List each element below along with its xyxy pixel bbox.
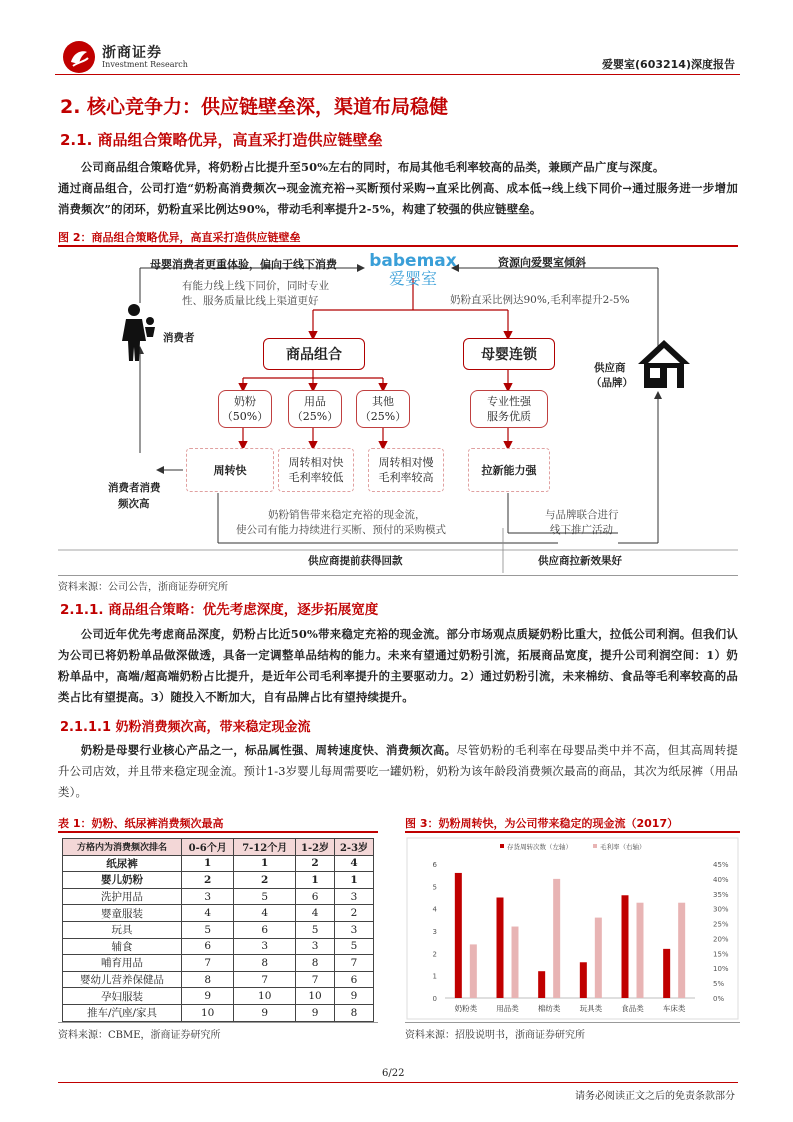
paragraph-2-text: 公司近年优先考虑商品深度，奶粉占比近50%带来稳定充裕的现金流。部分市场观点质疑奶粉比重大，拉低公司利润。但我们认为公司已将奶粉单品做深做透，具备一定调整单品结构的能力。未来有望通过奶粉引流，拓展商品宽度，提升公司利润空间：1）奶粉单品中，高端/超高端奶粉占比提升，是近年公司毛利率提升的主要驱动力。2）通过奶粉引流，未来棉纺、食品等毛利率较高的品类占比有望提高。3）随投入不断加大，自有品牌占比有望持续提升。 — [58, 627, 738, 704]
house-icon — [636, 338, 692, 390]
bottom-note-left-1: 奶粉销售带来稳定充裕的现金流， — [268, 509, 426, 521]
bar-gross-margin — [512, 927, 519, 998]
x-tick-label: 棉纺类 — [537, 1004, 561, 1013]
footer-rule — [58, 1082, 738, 1083]
table-header-cell: 1-2岁 — [296, 839, 335, 856]
y-left-tick-label: 0 — [432, 995, 437, 1003]
x-tick-label: 食品类 — [621, 1004, 644, 1013]
left-side-label-1: 消费者消费 — [108, 482, 161, 494]
table-row — [63, 955, 374, 972]
y-left-tick-label: 2 — [432, 950, 437, 959]
figure3-title: 图 3：奶粉周转快，为公司带来稳定的现金流（2017） — [405, 817, 679, 830]
legend-label-margin: 毛利率（右轴） — [600, 843, 646, 851]
table-cell: 3 — [335, 921, 374, 938]
table-header-cell: 0-6个月 — [182, 839, 234, 856]
logo-cn: 浙商证券 — [102, 45, 162, 61]
sub-other: 其他 （25%） — [356, 390, 410, 428]
y-right-tick-label: 15% — [713, 950, 729, 959]
bottom-left-label: 供应商提前获得回款 — [308, 555, 403, 567]
table-cell: 4 — [335, 855, 374, 872]
table-row-label: 哺育用品 — [63, 955, 182, 972]
bottom-note-right-2: 线下推广活动 — [550, 524, 613, 536]
legend-label-turnover: 存货周转次数（左轴） — [507, 843, 572, 851]
x-tick-label: 车床类 — [662, 1004, 686, 1013]
table-cell: 6 — [335, 971, 374, 988]
dash-fast-low: 周转相对快 毛利率较低 — [278, 448, 354, 492]
y-right-tick-label: 5% — [713, 980, 725, 989]
y-right-tick-label: 20% — [713, 935, 729, 944]
table-cell: 4 — [182, 905, 234, 922]
table-row-label: 纸尿裤 — [63, 855, 182, 872]
subsection-heading: 2.1. 商品组合策略优异，高直采打造供应链壁垒 — [60, 131, 383, 149]
table-cell: 2 — [335, 905, 374, 922]
table-cell: 9 — [182, 988, 234, 1005]
supplier-label: 供应商 — [594, 362, 626, 374]
table-row — [63, 872, 374, 889]
bar-turnover — [455, 873, 462, 998]
bar-gross-margin — [595, 918, 602, 998]
table-row-label: 推车/汽座/家具 — [63, 1004, 182, 1021]
table-row-label: 玩具 — [63, 921, 182, 938]
y-right-tick-label: 0% — [713, 995, 725, 1003]
figure2-source-rule — [58, 575, 738, 576]
subsubsubsection-heading: 2.1.1.1 奶粉消费频次高，带来稳定现金流 — [60, 720, 311, 735]
diagram-top-right: 资源向爱婴室倾斜 — [498, 256, 586, 269]
table-cell: 1 — [182, 855, 234, 872]
subsubsection-heading: 2.1.1. 商品组合策略：优先考虑深度，逐步拓展宽度 — [60, 602, 379, 618]
table-cell: 6 — [296, 888, 335, 905]
bottom-right-label: 供应商拉新效果好 — [538, 555, 622, 567]
figure2-title-rule — [58, 245, 738, 247]
table-row-label: 洗护用品 — [63, 888, 182, 905]
consumption-frequency-table — [62, 838, 374, 1022]
table-cell: 5 — [335, 938, 374, 955]
table-cell: 9 — [234, 1004, 296, 1021]
table-row-label: 孕妇服装 — [63, 988, 182, 1005]
logo-en: Investment Research — [102, 60, 188, 69]
table-cell: 8 — [296, 955, 335, 972]
table1-title-rule — [58, 831, 378, 833]
footer-disclaimer: 请务必阅读正文之后的免责条款部分 — [575, 1091, 735, 1102]
table-cell: 3 — [335, 888, 374, 905]
table-cell: 6 — [182, 938, 234, 955]
table-row — [63, 855, 374, 872]
brand-logo-cn: 爱婴室 — [388, 269, 437, 288]
table-cell: 3 — [234, 938, 296, 955]
table-cell: 7 — [335, 955, 374, 972]
figure2-title: 图 2：商品组合策略优异，高直采打造供应链壁垒 — [58, 231, 301, 244]
table-cell: 2 — [182, 872, 234, 889]
table-cell: 3 — [296, 938, 335, 955]
table-header-row — [63, 839, 374, 856]
y-right-tick-label: 25% — [713, 920, 729, 929]
table1-source: 资料来源：CBME，浙商证券研究所 — [58, 1030, 221, 1041]
paragraph-1 — [58, 157, 738, 220]
bottom-note-left-2: 使公司有能力持续进行买断、预付的采购模式 — [236, 524, 446, 536]
figure3-chart — [405, 836, 740, 1021]
paragraph-1a: 公司商品组合策略优异，将奶粉占比提升至50%左右的同时，布局其他毛利率较高的品类，兼顾产品广度与深度。 — [80, 160, 665, 174]
left-side-label-2: 频次高 — [118, 498, 150, 510]
table-cell: 10 — [234, 988, 296, 1005]
table-cell: 1 — [296, 872, 335, 889]
table-header-cell: 2-3岁 — [335, 839, 374, 856]
table-cell: 10 — [182, 1004, 234, 1021]
table-cell: 10 — [296, 988, 335, 1005]
table-row-label: 辅食 — [63, 938, 182, 955]
bar-turnover — [538, 971, 545, 998]
box-maternal-chain: 母婴连锁 — [463, 338, 555, 370]
table-cell: 8 — [234, 955, 296, 972]
bar-gross-margin — [470, 944, 477, 998]
table-cell: 1 — [335, 872, 374, 889]
bar-gross-margin — [637, 903, 644, 998]
page-number: 6/22 — [382, 1068, 405, 1079]
table-row — [63, 921, 374, 938]
table-cell: 8 — [182, 971, 234, 988]
table-cell: 4 — [234, 905, 296, 922]
y-left-tick-label: 3 — [432, 928, 437, 936]
table-row — [63, 971, 374, 988]
brand-logo-en: babemax — [369, 251, 457, 271]
legend-swatch-turnover — [500, 844, 504, 848]
paragraph-3-bold: 奶粉是母婴行业核心产品之一，标品属性强、周转速度快、消费频次高。 — [80, 743, 457, 757]
note-right: 奶粉直采比例达90%,毛利率提升2-5% — [450, 294, 630, 306]
table-header-cell: 7-12个月 — [234, 839, 296, 856]
table1-source-rule — [58, 1022, 378, 1023]
table-row — [63, 938, 374, 955]
box-product-combo: 商品组合 — [263, 338, 365, 370]
dash-new-customers: 拉新能力强 — [468, 448, 550, 492]
y-left-tick-label: 6 — [432, 861, 437, 869]
header-divider — [55, 74, 740, 75]
table-cell: 8 — [335, 1004, 374, 1021]
bar-turnover — [622, 895, 629, 998]
brand-logo — [368, 252, 458, 292]
table-cell: 9 — [335, 988, 374, 1005]
table-cell: 7 — [234, 971, 296, 988]
table-cell: 5 — [182, 921, 234, 938]
table-row — [63, 1004, 374, 1021]
x-tick-label: 玩具类 — [579, 1004, 603, 1013]
y-right-tick-label: 30% — [713, 905, 729, 914]
table-cell: 7 — [296, 971, 335, 988]
logo-icon — [62, 40, 96, 74]
figure3-source: 资料来源：招股说明书，浙商证券研究所 — [405, 1030, 585, 1041]
figure3-source-rule — [405, 1022, 740, 1023]
y-right-tick-label: 45% — [713, 861, 729, 869]
y-left-tick-label: 5 — [432, 883, 437, 892]
figure3-title-rule — [405, 831, 740, 833]
table-cell: 4 — [296, 905, 335, 922]
table-cell: 3 — [182, 888, 234, 905]
table-row — [63, 888, 374, 905]
header-logo — [62, 38, 188, 76]
paragraph-3 — [58, 740, 738, 803]
bottom-note-right-1: 与品牌联合进行 — [545, 509, 619, 521]
bar-turnover — [663, 949, 670, 998]
y-left-tick-label: 4 — [432, 905, 437, 914]
table1-title: 表 1：奶粉、纸尿裤消费频次最高 — [58, 817, 224, 830]
sub-milk: 奶粉 （50%） — [218, 390, 272, 428]
paragraph-1b: 通过商品组合，公司打造“奶粉高消费频次→现金流充裕→买断预付采购→直采比例高、成本低→线上线下同价→通过服务进一步增加消费频次”的闭环，奶粉直采比例达90%，带动毛利率提升2-5%，构建了较强的供应链壁垒。 — [58, 181, 738, 216]
table-row-label: 婴童服装 — [63, 905, 182, 922]
diagram-top-left: 母婴消费者更重体验，偏向于线下消费 — [150, 258, 337, 271]
consumer-label: 消费者 — [163, 332, 195, 344]
table-cell: 5 — [234, 888, 296, 905]
table-row-label: 婴幼儿营养保健品 — [63, 971, 182, 988]
legend-swatch-margin — [593, 844, 597, 848]
dash-fast: 周转快 — [186, 448, 274, 492]
y-right-tick-label: 35% — [713, 890, 729, 899]
consumer-icon — [120, 303, 160, 363]
report-title: 爱婴室(603214)深度报告 — [602, 58, 735, 71]
y-left-tick-label: 1 — [432, 972, 437, 981]
supplier-label-sub: （品牌） — [591, 377, 633, 389]
dash-slow-high: 周转相对慢 毛利率较高 — [368, 448, 444, 492]
x-tick-label: 奶粉类 — [454, 1004, 478, 1013]
sub-goods: 用品 （25%） — [288, 390, 342, 428]
table-cell: 9 — [296, 1004, 335, 1021]
y-right-tick-label: 10% — [713, 965, 729, 974]
section-heading: 2. 核心竞争力：供应链壁垒深，渠道布局稳健 — [60, 96, 449, 118]
table-header-cell: 方格内为消费频次排名 — [63, 839, 182, 856]
bar-gross-margin — [678, 903, 685, 998]
table-row — [63, 905, 374, 922]
x-tick-label: 用品类 — [496, 1004, 519, 1013]
y-right-tick-label: 40% — [713, 875, 729, 884]
figure2-diagram — [58, 248, 738, 573]
table-cell: 2 — [296, 855, 335, 872]
table-cell: 1 — [234, 855, 296, 872]
table-cell: 2 — [234, 872, 296, 889]
note-left-line2: 性、服务质量比线上渠道更好 — [182, 295, 319, 307]
paragraph-3-rest: 尽管奶粉的毛利率在母婴品类中并不高，但其高周转提升公司店效，并且带来稳定现金流。预计1-3岁婴儿每周需要吃一罐奶粉，奶粉为该年龄段消费频次最高的商品，其次为纸尿裤（用品类）。 — [58, 743, 738, 799]
table-row-label: 婴儿奶粉 — [63, 872, 182, 889]
bar-gross-margin — [553, 879, 560, 998]
bar-turnover — [497, 898, 504, 999]
table-cell: 7 — [182, 955, 234, 972]
note-left-line1: 有能力线上线下同价，同时专业 — [182, 280, 329, 292]
table-cell: 5 — [296, 921, 335, 938]
paragraph-2 — [58, 624, 738, 708]
table-row — [63, 988, 374, 1005]
table-cell: 6 — [234, 921, 296, 938]
figure2-source: 资料来源：公司公告，浙商证券研究所 — [58, 582, 228, 593]
sub-service: 专业性强 服务优质 — [470, 390, 548, 428]
bar-turnover — [580, 962, 587, 998]
